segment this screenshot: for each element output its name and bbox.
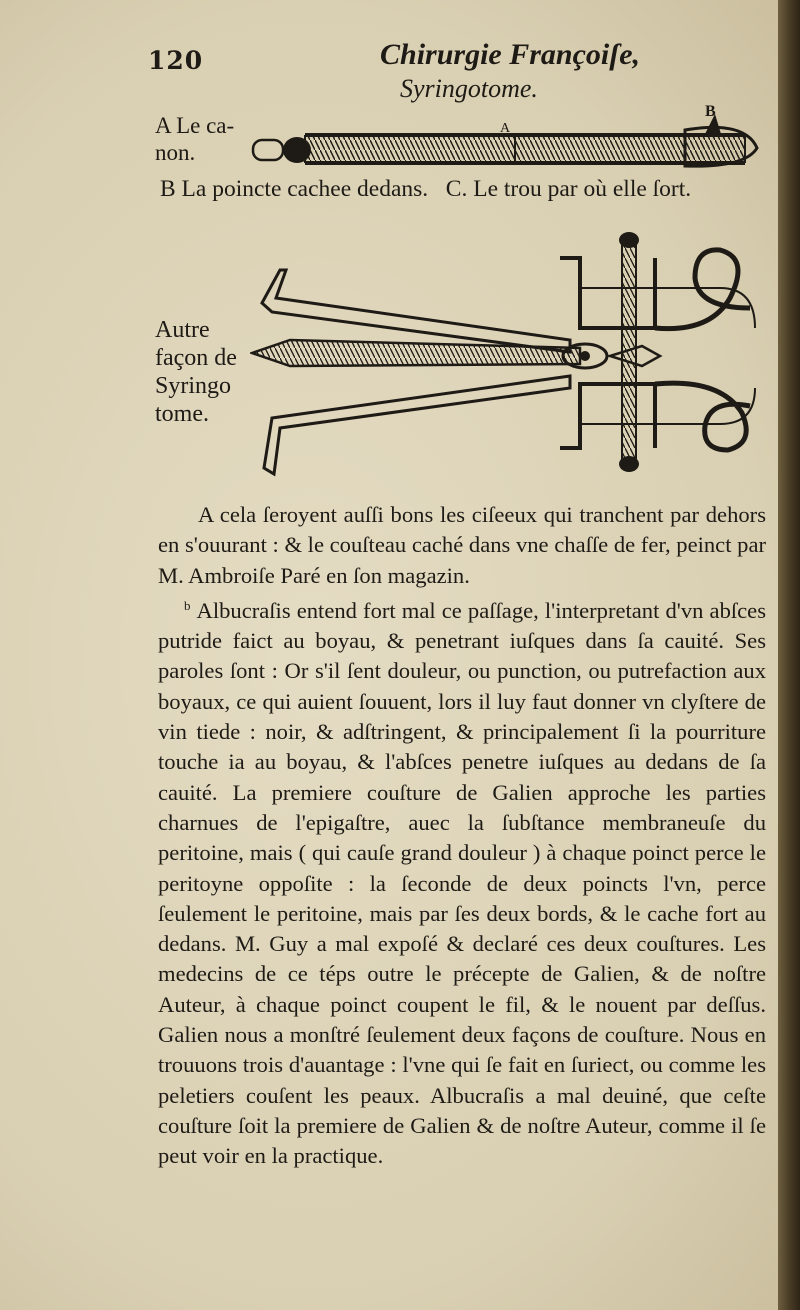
paragraph-2-text: Albucraſis entend fort mal ce paſſage, l'interpretant d'vn abſces putride faict au boyau, & penetrant iuſques dans ſa cauité. Ses paroles ſont : Or s'il ſent douleur, ou punction, ou putrefaction aux boyaux, ce qui auient ſouuent, lors il luy faut donner vn clyſtere de vin tiede : noir, & adſtringent, & principalement ſi la pourriture touche ia au boyau, & l'abſces penetre iuſques au dedans de ſa cauité. La premiere couſture de Galien approche les parties charnues de l'epigaſtre, auec la ſubſtance membraneuſe du peritoine, mais ( qui cauſe grand douleur ) à chaque poinct perce le peritoyne oppoſite : la ſeconde de deux poincts l'vn, perce ſeulement le peritoine, mais par ſes deux bords, & le cache fort au dedans. M. Guy a mal expoſé & declaré ces deux couſtures. Les medecins de ce téps outre le précepte de Galien, & de noſtre Auteur, à chaque poinct coupent le fil, & le nouent par deſſus. Galien nous a monſtré ſeulement deux façons de couſture. Nous en trouuons trois d'auantage : l'vne qui ſe fait en ſuriect, ou comme les peletiers couſent les peaux. Albucraſis a mal deuiné, que ceſte couſture ſoit la premiere de Galien & de noſtre Auteur, comme il ſe peut voir en la practique. [158, 597, 766, 1169]
paragraph-2 [158, 591, 766, 1172]
figure1-letter-b: B [705, 103, 716, 120]
commentary-text [158, 500, 766, 1172]
figure1-left-caption: A Le ca- non. [155, 113, 235, 165]
running-title: Chirurgie Françoiſe, [380, 38, 641, 71]
figure2-left-caption: Autre façon de Syringo tome. [155, 317, 237, 427]
syringotome-scissor-engraving [250, 228, 770, 488]
book-gutter [778, 0, 800, 1310]
note-marker: b [184, 597, 191, 613]
figure-title: Syringotome. [400, 74, 538, 103]
syringotome-straight-engraving [245, 100, 765, 180]
paragraph-1-text: A cela ſeroyent auſſi bons les ciſeeux qui tranchent par dehors en s'ouurant : & le couſteau caché dans vne chaſſe de fer, peinct par M. Ambroiſe Paré en ſon magazin. [158, 502, 766, 588]
figure1-letter-a: A [500, 121, 511, 136]
page-number: 120 [148, 46, 204, 75]
paragraph-1 [158, 500, 766, 591]
figure1-bottom-caption: B La poincte cachee dedans. C. Le trou par où elle ſort. [160, 176, 692, 202]
